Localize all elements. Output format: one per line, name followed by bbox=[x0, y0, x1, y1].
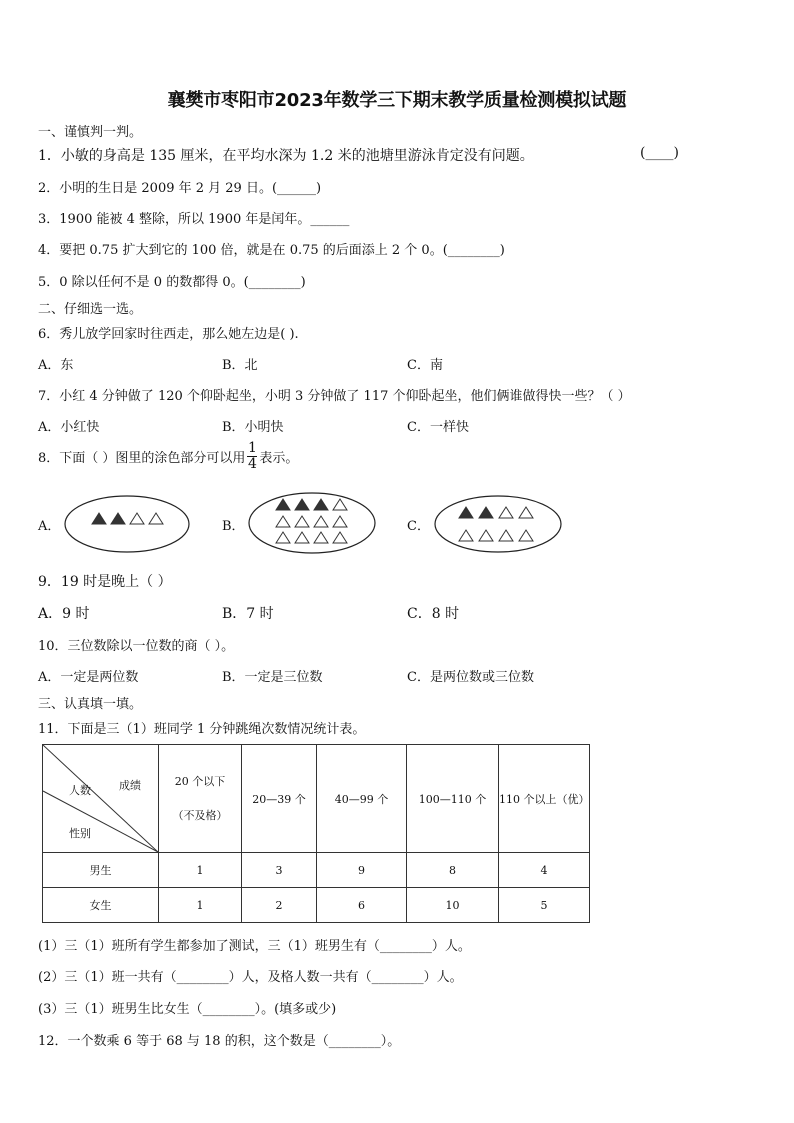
question-6-option-b[interactable]: B．北 bbox=[222, 358, 258, 373]
triangle-ellipse-figure-b bbox=[246, 490, 380, 556]
question-6-option-c[interactable]: C．南 bbox=[407, 358, 443, 373]
table-cell: 10 bbox=[407, 888, 499, 923]
ellipse-c bbox=[435, 496, 561, 552]
corner-diagonal-lines bbox=[43, 745, 158, 852]
question-9-option-c[interactable]: C．8 时 bbox=[407, 606, 460, 622]
question-9-option-b[interactable]: B．7 时 bbox=[222, 606, 274, 622]
question-6-option-a[interactable]: A．东 bbox=[38, 358, 74, 373]
table-cell: 5 bbox=[499, 888, 590, 923]
triangle-empty bbox=[333, 532, 347, 543]
row-label-girls: 女生 bbox=[43, 888, 159, 923]
question-4: 4．要把 0.75 扩大到它的 100 倍，就是在 0.75 的后面添上 2 个 0。(________) bbox=[38, 243, 505, 258]
row-label-boys: 男生 bbox=[43, 853, 159, 888]
triangle-filled bbox=[276, 499, 290, 510]
triangle-empty bbox=[295, 516, 309, 527]
triangle-empty bbox=[459, 530, 473, 541]
triangle-empty bbox=[314, 516, 328, 527]
question-5: 5．0 除以任何不是 0 的数都得 0。(________) bbox=[38, 275, 306, 290]
fraction-numerator: 1 bbox=[247, 440, 257, 456]
question-1-answer-blank[interactable]: (____) bbox=[640, 145, 679, 161]
table-cell: 6 bbox=[317, 888, 407, 923]
table-cell: 2 bbox=[242, 888, 317, 923]
question-11-sub-1: (1）三（1）班所有学生都参加了测试，三（1）班男生有（________）人。 bbox=[38, 939, 471, 954]
triangle-filled bbox=[479, 507, 493, 518]
section-heading-2: 二、仔细选一选。 bbox=[38, 302, 143, 317]
question-7-option-b[interactable]: B．小明快 bbox=[222, 420, 284, 435]
triangle-empty bbox=[276, 532, 290, 543]
question-10-option-c[interactable]: C．是两位数或三位数 bbox=[407, 670, 534, 685]
question-10-option-a[interactable]: A．一定是两位数 bbox=[38, 670, 139, 685]
fraction-one-quarter bbox=[247, 441, 257, 472]
table-header-cell bbox=[159, 745, 242, 853]
ellipse-b bbox=[249, 493, 375, 553]
question-9: 9．19 时是晚上（ ） bbox=[38, 574, 172, 590]
table-cell: 8 bbox=[407, 853, 499, 888]
jump-rope-stats-table bbox=[42, 744, 590, 923]
question-2: 2．小明的生日是 2009 年 2 月 29 日。(______) bbox=[38, 181, 322, 196]
triangle-empty bbox=[314, 532, 328, 543]
question-11-sub-3: (3）三（1）班男生比女生（________）。(填多或少) bbox=[38, 1002, 337, 1017]
table-header-cell: 100—110 个 bbox=[407, 745, 499, 853]
question-8-option-a[interactable]: A． bbox=[38, 519, 61, 534]
table-cell: 9 bbox=[317, 853, 407, 888]
question-8-text: 8．下面（ ）图里的涂色部分可以用 bbox=[38, 451, 246, 466]
triangle-empty bbox=[519, 530, 533, 541]
question-10: 10．三位数除以一位数的商（ ）。 bbox=[38, 639, 235, 654]
question-7-option-c[interactable]: C．一样快 bbox=[407, 420, 469, 435]
header-col1-line1: 20 个以下 bbox=[174, 774, 226, 788]
question-12: 12．一个数乘 6 等于 68 与 18 的积，这个数是（________）。 bbox=[38, 1034, 401, 1049]
triangle-empty bbox=[333, 499, 347, 510]
corner-label-count: 人数 bbox=[69, 784, 91, 797]
table-row bbox=[43, 888, 590, 923]
section-heading-3: 三、认真填一填。 bbox=[38, 697, 143, 712]
triangle-filled bbox=[459, 507, 473, 518]
question-1: 1．小敏的身高是 135 厘米，在平均水深为 1.2 米的池塘里游泳肯定没有问题。 bbox=[38, 148, 534, 164]
triangle-empty bbox=[499, 530, 513, 541]
table-cell: 1 bbox=[159, 888, 242, 923]
question-8-option-b[interactable]: B． bbox=[222, 519, 245, 534]
table-cell: 4 bbox=[499, 853, 590, 888]
triangle-filled bbox=[111, 513, 125, 524]
page-title: 襄樊市枣阳市2023年数学三下期末教学质量检测模拟试题 bbox=[167, 90, 627, 111]
question-3: 3．1900 能被 4 整除，所以 1900 年是闰年。______ bbox=[38, 212, 350, 227]
fraction-denominator: 4 bbox=[247, 456, 257, 472]
triangle-empty bbox=[479, 530, 493, 541]
triangle-empty bbox=[499, 507, 513, 518]
question-8-text-end: 表示。 bbox=[259, 451, 299, 466]
triangle-empty bbox=[519, 507, 533, 518]
table-corner-cell bbox=[43, 745, 159, 853]
question-7: 7．小红 4 分钟做了 120 个仰卧起坐，小明 3 分钟做了 117 个仰卧起坐，他们俩谁做得快一些？（ ） bbox=[38, 389, 631, 404]
question-9-option-a[interactable]: A．9 时 bbox=[38, 606, 90, 622]
table-header-row bbox=[43, 745, 590, 853]
question-7-option-a[interactable]: A．小红快 bbox=[38, 420, 100, 435]
triangle-empty bbox=[295, 532, 309, 543]
table-header-cell: 40—99 个 bbox=[317, 745, 407, 853]
diagonal-line-1 bbox=[43, 745, 158, 852]
question-8 bbox=[38, 441, 298, 472]
corner-label-score: 成绩 bbox=[119, 779, 141, 792]
question-11-sub-2: (2）三（1）班一共有（________）人，及格人数一共有（________）人。 bbox=[38, 970, 463, 985]
question-11: 11．下面是三（1）班同学 1 分钟跳绳次数情况统计表。 bbox=[38, 722, 366, 737]
triangle-empty bbox=[333, 516, 347, 527]
table-row bbox=[43, 853, 590, 888]
triangle-filled bbox=[92, 513, 106, 524]
diagonal-line-2 bbox=[43, 791, 158, 852]
table-header-cell: 20—39 个 bbox=[242, 745, 317, 853]
corner-label-gender: 性别 bbox=[69, 827, 91, 840]
triangle-empty bbox=[276, 516, 290, 527]
triangle-ellipse-figure-c bbox=[432, 493, 566, 555]
ellipse-a bbox=[65, 496, 189, 552]
triangle-empty bbox=[149, 513, 163, 524]
triangle-filled bbox=[314, 499, 328, 510]
header-col1-line2: （不及格） bbox=[172, 808, 228, 822]
table-cell: 1 bbox=[159, 853, 242, 888]
table-header-cell: 110 个以上（优） bbox=[499, 745, 590, 853]
triangle-filled bbox=[295, 499, 309, 510]
question-8-option-c[interactable]: C． bbox=[407, 519, 430, 534]
section-heading-1: 一、谨慎判一判。 bbox=[38, 125, 143, 140]
table-cell: 3 bbox=[242, 853, 317, 888]
triangle-ellipse-figure-a bbox=[62, 493, 192, 555]
triangle-empty bbox=[130, 513, 144, 524]
question-6: 6．秀儿放学回家时往西走，那么她左边是( ). bbox=[38, 327, 299, 342]
question-10-option-b[interactable]: B．一定是三位数 bbox=[222, 670, 323, 685]
